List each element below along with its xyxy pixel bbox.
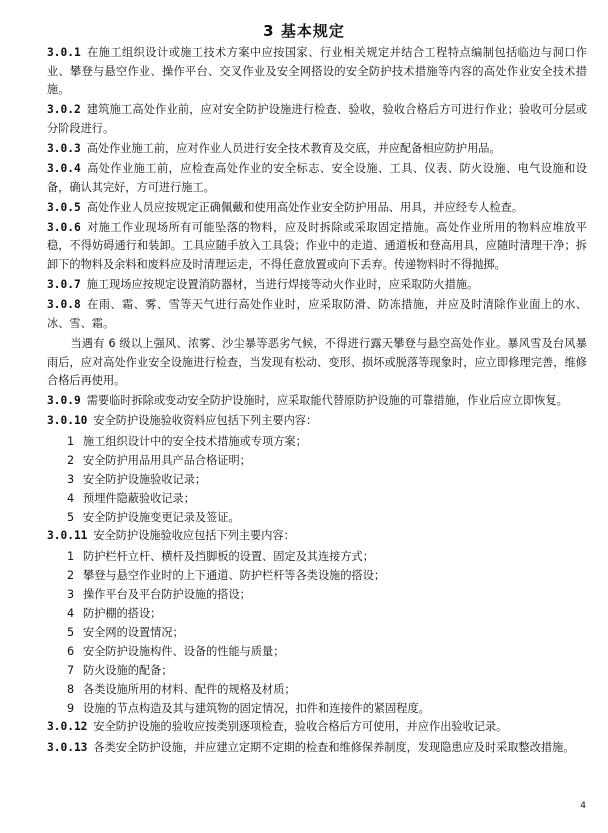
document-body	[47, 44, 587, 759]
list-item-number: 6	[67, 645, 75, 659]
list-item-text: 安全防护用品用具产品合格证明；	[83, 454, 251, 468]
list-item	[47, 432, 587, 451]
list-item	[47, 680, 587, 699]
clause-text: 各类安全防护设施，并应建立定期不定期的检查和维修保养制度，发现隐患应及时采取整改措施。	[93, 740, 575, 754]
clause-number: 3.0.11	[47, 529, 88, 543]
list-item	[47, 547, 587, 566]
list-item	[47, 661, 587, 680]
clause-number: 3.0.12	[47, 720, 88, 734]
list-item	[47, 451, 587, 470]
list-item-number: 5	[67, 626, 75, 640]
list-item	[47, 566, 587, 585]
list-item-number: 1	[67, 435, 75, 449]
clause-number: 3.0.1	[47, 46, 81, 59]
clause-text: 对施工作业现场所有可能坠落的物料，应及时拆除或采取固定措施。高处作业所用的物料应堆放平稳，不得妨碍通行和装卸。工具应随手放入工具袋；作业中的走道、通道板和登高用具，应随时清理干净；拆卸下的物料及余料和废料应及时清理运走，不得任意放置或向下丢弃。传递物料时不得抛掷。	[47, 220, 587, 272]
clause-text: 高处作业施工前，应检查高处作业的安全标志、安全设施、工具、仪表、防火设施、电气设施和设备，确认其完好，方可进行施工。	[47, 162, 587, 194]
list-item	[47, 699, 587, 718]
clause-text: 高处作业人员应按规定正确佩戴和使用高处作业安全防护用品、用具，并应经专人检查。	[86, 200, 524, 214]
clause-text: 安全防护设施的验收应按类别逐项检查，验收合格后方可使用，并应作出验收记录。	[93, 720, 508, 734]
clause-number: 3.0.2	[47, 103, 81, 117]
list-item-number: 3	[67, 473, 75, 487]
clause-text: 建筑施工高处作业前，应对安全防护设施进行检查、验收，验收合格后方可进行作业；验收可分层或分阶段进行。	[47, 103, 587, 135]
list-item	[47, 489, 587, 508]
list-item-number: 2	[67, 454, 75, 468]
clause-number: 3.0.10	[47, 414, 88, 428]
list-item-text: 攀登与悬空作业时的上下通道、防护栏杆等各类设施的搭设；	[83, 569, 386, 583]
list-item-text: 防护栏杆立杆、横杆及挡脚板的设置、固定及其连接方式；	[83, 550, 374, 564]
list-item-text: 安全防护设施验收记录；	[83, 473, 207, 487]
clause-text: 安全防护设施验收资料应包括下列主要内容：	[93, 414, 318, 428]
list-item-text: 防护棚的搭设；	[83, 607, 162, 621]
list-item	[47, 604, 587, 623]
list-item-text: 防火设施的配备；	[83, 664, 173, 678]
clause-text: 在施工组织设计或施工技术方案中应按国家、行业相关规定并结合工程特点编制包括临边与洞口作业、攀登与悬空作业、操作平台、交叉作业及安全网搭设的安全防护技术措施等内容的高处作业安全技术措施。	[47, 46, 587, 97]
clause-paragraph	[47, 527, 587, 546]
clause-text: 在雨、霜、雾、雪等天气进行高处作业时，应采取防滑、防冻措施，并应及时清除作业面上的水、冰、雪、霜。	[47, 298, 587, 330]
list-item	[47, 470, 587, 489]
clause-paragraph	[47, 140, 587, 159]
clause-paragraph	[47, 199, 587, 218]
clause-paragraph	[47, 219, 587, 275]
list-item	[47, 508, 587, 527]
clause-paragraph	[47, 276, 587, 295]
list-item-text: 操作平台及平台防护设施的搭设；	[83, 588, 251, 602]
clause-number: 3.0.13	[47, 740, 88, 754]
clause-text: 高处作业施工前，应对作业人员进行安全技术教育及交底，并应配备相应防护用品。	[86, 141, 501, 155]
clause-number: 3.0.5	[47, 200, 81, 214]
list-item	[47, 585, 587, 604]
list-item	[47, 623, 587, 642]
clause-number: 3.0.6	[47, 220, 81, 234]
list-item-text: 安全网的设置情况；	[83, 626, 184, 640]
clause-text: 当遇有 6 级以上强风、浓雾、沙尘暴等恶劣气候，不得进行露天攀登与悬空高处作业。暴风雪及台风暴雨后，应对高处作业安全设施进行检查，当发现有松动、变形、损坏或脱落等现象时，应立即修理完善，维修合格后再使用。	[47, 336, 587, 388]
list-item-number: 4	[67, 607, 75, 621]
page-number: 4	[580, 801, 586, 811]
list-item-number: 8	[67, 683, 75, 697]
list-item-number: 7	[67, 664, 75, 678]
clause-text: 需要临时拆除或变动安全防护设施时，应采取能代替原防护设施的可靠措施，作业后应立即恢复。	[86, 394, 568, 408]
clause-paragraph	[47, 739, 587, 758]
list-item-number: 4	[67, 492, 75, 506]
clause-paragraph	[47, 160, 587, 197]
clause-text: 安全防护设施验收应包括下列主要内容：	[93, 529, 295, 543]
list-item-text: 设施的节点构造及其与建筑物的固定情况，扣件和连接件的紧固程度。	[83, 702, 430, 716]
clause-paragraph	[47, 296, 587, 333]
list-item-text: 预埋件隐蔽验收记录；	[83, 492, 195, 506]
clause-paragraph	[47, 101, 587, 138]
clause-paragraph	[47, 44, 587, 100]
clause-paragraph	[47, 412, 587, 431]
list-item-number: 2	[67, 569, 75, 583]
clause-paragraph	[47, 392, 587, 411]
list-item-number: 5	[67, 511, 75, 525]
list-item-number: 9	[67, 702, 75, 716]
clause-number: 3.0.7	[47, 278, 81, 292]
clause-text: 施工现场应按规定设置消防器材，当进行焊接等动火作业时，应采取防火措施。	[86, 278, 479, 292]
list-item-number: 3	[67, 588, 75, 602]
list-item-text: 安全防护设施变更记录及签证。	[83, 511, 240, 525]
clause-number: 3.0.3	[47, 141, 81, 155]
clause-paragraph	[47, 718, 587, 737]
list-item	[47, 642, 587, 661]
chapter-title: 3 基本规定	[263, 22, 345, 40]
clause-paragraph	[47, 335, 587, 391]
clause-number: 3.0.8	[47, 298, 81, 312]
clause-number: 3.0.4	[47, 162, 81, 176]
list-item-number: 1	[67, 550, 75, 564]
list-item-text: 施工组织设计中的安全技术措施或专项方案；	[83, 435, 307, 449]
list-item-text: 安全防护设施构件、设备的性能与质量；	[83, 645, 285, 659]
list-item-text: 各类设施所用的材料、配件的规格及材质；	[83, 683, 296, 697]
clause-number: 3.0.9	[47, 394, 81, 408]
